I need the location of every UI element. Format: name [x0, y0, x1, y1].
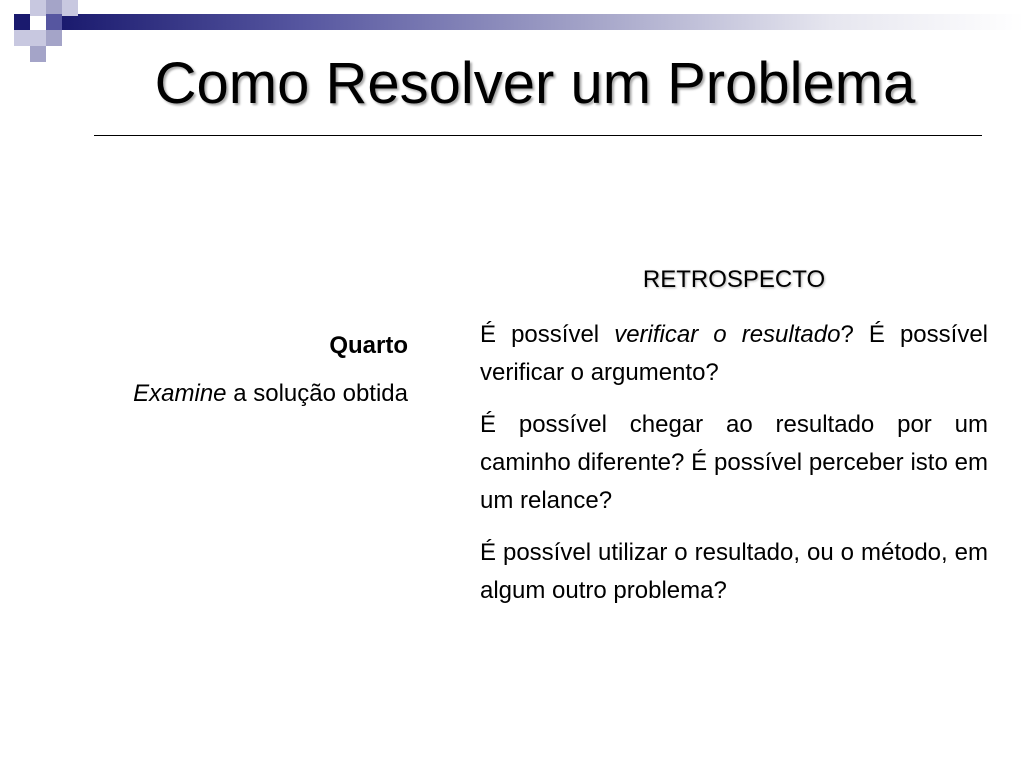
step-description [60, 376, 408, 412]
title-divider [94, 135, 982, 136]
deco-square [46, 30, 62, 46]
paragraph-3: É possível utilizar o resultado, ou o método, em algum outro problema? [480, 539, 988, 604]
deco-square [14, 14, 30, 30]
deco-square [30, 46, 46, 62]
paragraph-1-start: É possível [480, 321, 615, 348]
step-description-emphasis: Examine [133, 380, 227, 407]
step-heading: Quarto [329, 332, 408, 359]
deco-square [30, 0, 46, 16]
slide-title: Como Resolver um Problema [154, 51, 916, 116]
deco-square [62, 0, 78, 16]
step-description-text: a solução obtida [226, 380, 408, 407]
header-gradient-bar [60, 14, 1024, 30]
deco-square [46, 14, 62, 30]
paragraph-1 [480, 316, 988, 392]
deco-square [14, 30, 30, 46]
right-column [480, 262, 988, 624]
paragraph-1-end: ? É possível verificar o argumento? [480, 321, 988, 386]
deco-square [30, 30, 46, 46]
left-column [60, 328, 408, 412]
section-heading: RETROSPECTO [642, 266, 826, 293]
paragraph-1-emphasis: verificar o resultado [614, 321, 841, 348]
paragraph-2: É possível chegar ao resultado por um caminho diferente? É possível perceber isto em um relance? [480, 411, 988, 514]
